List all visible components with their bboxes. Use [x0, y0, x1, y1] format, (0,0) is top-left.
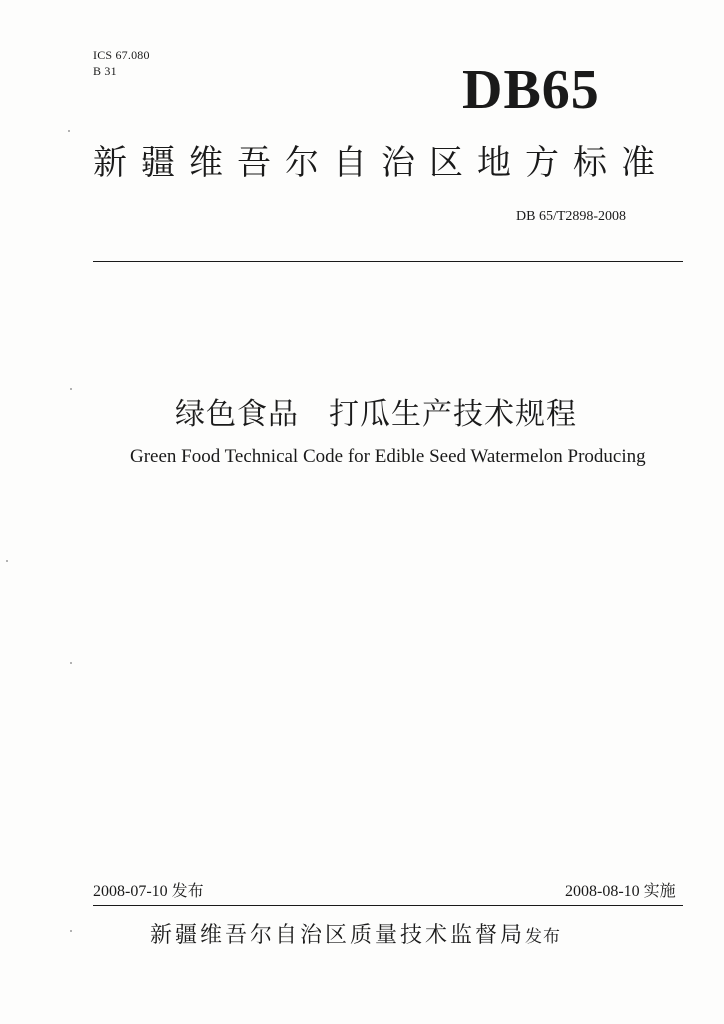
standard-code: DB 65/T2898-2008	[516, 209, 627, 224]
issuer-suffix: 发布	[525, 927, 562, 947]
scan-speck	[70, 662, 72, 664]
publish-date: 2008-07-10 发布	[93, 883, 204, 900]
top-divider	[93, 261, 683, 262]
scan-speck	[68, 130, 70, 132]
db-logo: DB65	[462, 59, 600, 121]
bottom-divider	[93, 905, 683, 906]
document-title-en: Green Food Technical Code for Edible Seed Watermelon Producing	[130, 446, 646, 467]
issuer-name: 新疆维吾尔自治区质量技术监督局	[150, 923, 526, 948]
issuing-authority	[150, 922, 561, 951]
ics-code: ICS 67.080	[93, 48, 150, 62]
implement-date: 2008-08-10 实施	[565, 883, 676, 900]
scan-speck	[70, 930, 72, 932]
standard-type-title: 新疆维吾尔自治区地方标准	[93, 143, 669, 183]
classification-codes	[93, 47, 150, 79]
scan-speck	[70, 388, 72, 390]
title-cn-part1: 绿色食品	[175, 397, 299, 432]
title-cn-part2: 打瓜生产技术规程	[329, 397, 577, 432]
ccs-code: B 31	[93, 64, 117, 78]
document-title-cn	[175, 396, 577, 434]
scan-speck	[6, 560, 8, 562]
